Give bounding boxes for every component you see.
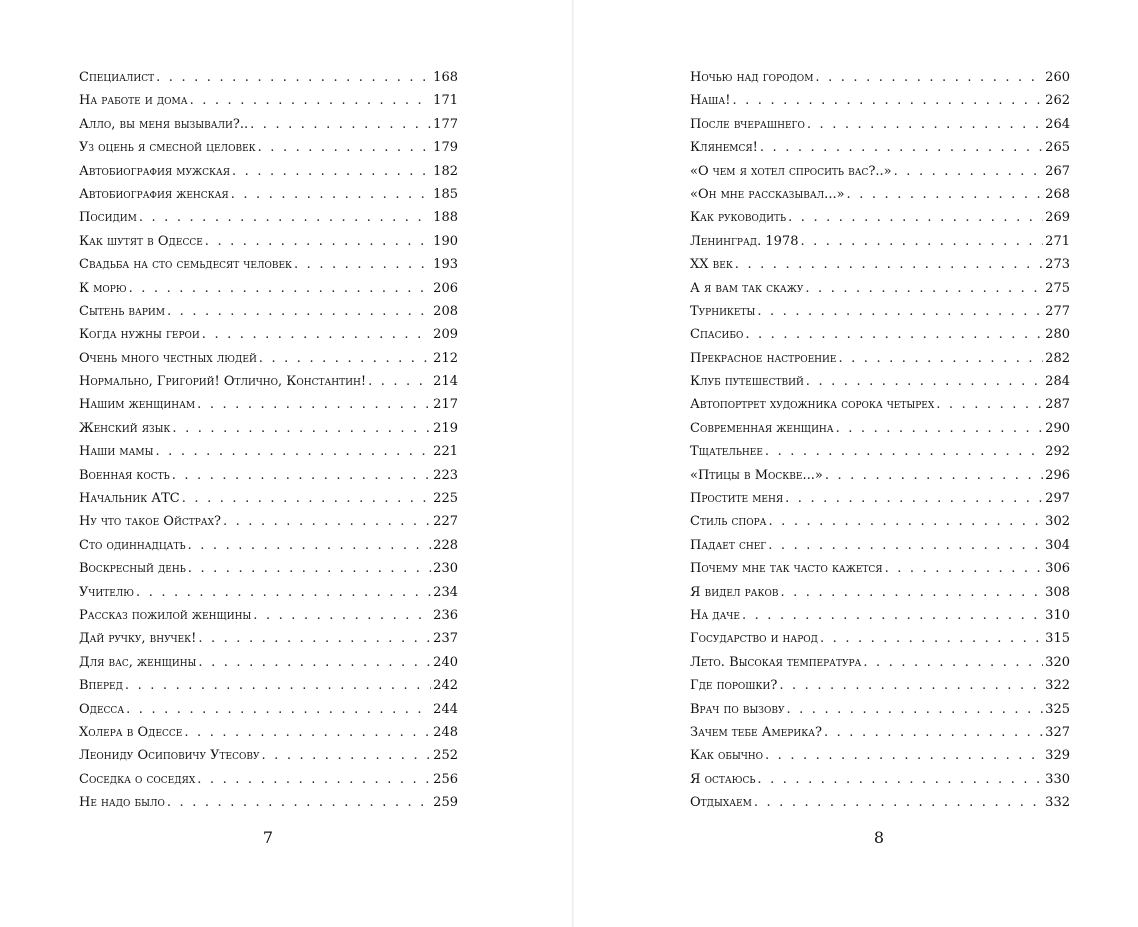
toc-entry [79, 183, 458, 206]
toc-entry [690, 674, 1070, 697]
toc-entry-page: 262 [1045, 93, 1070, 109]
toc-entry [690, 300, 1070, 323]
toc-entry-page: 223 [433, 467, 458, 483]
toc-entry-page: 190 [433, 233, 458, 249]
toc-entry [79, 230, 458, 253]
toc-entry [690, 370, 1070, 393]
toc-entry-page: 332 [1045, 795, 1070, 811]
toc-entry [79, 136, 458, 159]
toc-entry-page: 219 [433, 420, 458, 436]
dot-leader [735, 253, 1043, 276]
toc-entry-title: Холера в Одессе [79, 724, 183, 740]
toc-entry-title: Спасибо [690, 327, 744, 343]
toc-entry [690, 557, 1070, 580]
toc-entry [79, 557, 458, 580]
toc-entry [79, 721, 458, 744]
toc-entry-page: 185 [433, 186, 458, 202]
table-of-contents-right [690, 66, 1070, 815]
toc-entry [79, 791, 458, 814]
dot-leader [182, 487, 431, 510]
toc-entry-page: 234 [433, 584, 458, 600]
toc-entry [690, 230, 1070, 253]
dot-leader [785, 487, 1043, 510]
toc-entry-title: Рассказ пожилой женщины [79, 607, 252, 623]
toc-entry-page: 265 [1045, 140, 1070, 156]
dot-leader [824, 721, 1043, 744]
toc-entry-page: 240 [433, 654, 458, 670]
toc-entry-title: Наши мамы [79, 444, 154, 460]
toc-entry-page: 212 [433, 350, 458, 366]
toc-entry [690, 66, 1070, 89]
toc-entry-title: Зачем тебе Америка? [690, 724, 822, 740]
toc-entry-title: Простите меня [690, 491, 784, 507]
toc-entry-page: 302 [1045, 514, 1070, 530]
dot-leader [780, 581, 1043, 604]
dot-leader [261, 744, 431, 767]
toc-entry-page: 327 [1045, 724, 1070, 740]
dot-leader [732, 89, 1043, 112]
toc-entry-title: Одесса [79, 701, 125, 717]
dot-leader [198, 651, 431, 674]
toc-entry-page: 304 [1045, 537, 1070, 553]
toc-entry [690, 651, 1070, 674]
toc-entry-page: 308 [1045, 584, 1070, 600]
dot-leader [757, 300, 1043, 323]
toc-entry-page: 290 [1045, 420, 1070, 436]
dot-leader [156, 440, 432, 463]
dot-leader [820, 627, 1043, 650]
dot-leader [765, 440, 1043, 463]
toc-entry-page: 322 [1045, 678, 1070, 694]
toc-entry-title: Ну что такое Ойстрах? [79, 514, 221, 530]
toc-entry [79, 160, 458, 183]
toc-entry-title: «Птицы в Москве...» [690, 467, 823, 483]
dot-leader [253, 604, 431, 627]
toc-entry-title: Отдыхаем [690, 795, 752, 811]
toc-entry-title: Падает снег [690, 537, 767, 553]
toc-entry-page: 228 [433, 537, 458, 553]
dot-leader [188, 557, 431, 580]
toc-entry-title: Как шутят в Одессе [79, 233, 203, 249]
toc-entry [690, 183, 1070, 206]
dot-leader [197, 393, 431, 416]
toc-entry-title: Посидим [79, 210, 137, 226]
dot-leader [769, 510, 1044, 533]
toc-entry-page: 221 [433, 444, 458, 460]
toc-entry [690, 253, 1070, 276]
toc-entry [79, 487, 458, 510]
toc-entry-title: А я вам так скажу [690, 280, 804, 296]
dot-leader [894, 160, 1044, 183]
dot-leader [139, 206, 431, 229]
dot-leader [156, 66, 431, 89]
toc-entry-title: Для вас, женщины [79, 654, 197, 670]
dot-leader [172, 464, 431, 487]
dot-leader [188, 534, 432, 557]
toc-entry [79, 206, 458, 229]
toc-entry-page: 310 [1045, 607, 1070, 623]
dot-leader [258, 136, 432, 159]
toc-entry-title: Воскресный день [79, 561, 186, 577]
toc-entry [79, 440, 458, 463]
toc-entry-page: 227 [433, 514, 458, 530]
toc-entry-page: 287 [1045, 397, 1070, 413]
toc-entry-page: 208 [433, 303, 458, 319]
toc-entry-title: Сто одиннадцать [79, 537, 186, 553]
toc-entry-page: 214 [433, 374, 458, 390]
dot-leader [863, 651, 1043, 674]
toc-entry [79, 253, 458, 276]
dot-leader [742, 604, 1043, 627]
toc-entry-page: 267 [1045, 163, 1070, 179]
toc-entry-title: Почему мне так часто кажется [690, 561, 883, 577]
toc-entry-title: Турникеты [690, 303, 756, 319]
dot-leader [754, 791, 1043, 814]
dot-leader [223, 510, 431, 533]
toc-entry [79, 651, 458, 674]
toc-entry-title: Когда нужны герои [79, 327, 200, 343]
toc-entry-page: 244 [433, 701, 458, 717]
dot-leader [847, 183, 1044, 206]
toc-entry-page: 264 [1045, 116, 1070, 132]
toc-entry [79, 66, 458, 89]
toc-entry-page: 209 [433, 327, 458, 343]
toc-entry-page: 177 [433, 116, 458, 132]
toc-entry [690, 160, 1070, 183]
dot-leader [800, 230, 1043, 253]
dot-leader [779, 674, 1043, 697]
toc-entry-title: Прекрасное настроение [690, 350, 837, 366]
toc-entry-page: 260 [1045, 70, 1070, 85]
toc-entry [690, 768, 1070, 791]
toc-entry-page: 237 [433, 631, 458, 647]
dot-leader [760, 136, 1043, 159]
toc-entry-title: Ночью над городом [690, 70, 814, 85]
toc-entry-page: 315 [1045, 631, 1070, 647]
toc-entry-title: XX век [690, 257, 733, 273]
toc-entry-title: Автобиография женская [79, 186, 229, 202]
toc-entry [690, 627, 1070, 650]
toc-entry-title: На работе и дома [79, 93, 188, 109]
toc-entry-title: Современная женщина [690, 420, 834, 436]
toc-entry-page: 188 [433, 210, 458, 226]
toc-entry [79, 370, 458, 393]
toc-entry-title: Соседка о соседях [79, 771, 196, 787]
toc-entry-page: 259 [433, 795, 458, 811]
toc-entry [79, 581, 458, 604]
toc-entry [690, 744, 1070, 767]
toc-entry [690, 113, 1070, 136]
toc-entry-title: Наша! [690, 93, 731, 109]
toc-entry-page: 248 [433, 724, 458, 740]
toc-entry-title: Как обычно [690, 748, 764, 764]
toc-entry [79, 113, 458, 136]
dot-leader [232, 160, 431, 183]
toc-entry-page: 182 [433, 163, 458, 179]
dot-leader [136, 581, 431, 604]
toc-entry [690, 698, 1070, 721]
toc-entry-title: К морю [79, 280, 127, 296]
toc-entry-page: 269 [1045, 210, 1070, 226]
toc-entry [690, 464, 1070, 487]
toc-entry-page: 256 [433, 771, 458, 787]
table-of-contents-left [79, 66, 458, 815]
toc-entry-title: Автопортрет художника сорока четырех [690, 397, 935, 413]
dot-leader [768, 534, 1043, 557]
dot-leader [838, 347, 1043, 370]
toc-entry-page: 268 [1045, 186, 1070, 202]
toc-entry-page: 225 [433, 491, 458, 507]
toc-entry-title: Дай ручку, внучек! [79, 631, 197, 647]
toc-entry [79, 768, 458, 791]
toc-entry-title: Не надо было [79, 795, 165, 811]
dot-leader [936, 393, 1043, 416]
toc-entry-title: Клуб путешествий [690, 374, 804, 390]
toc-entry [79, 417, 458, 440]
toc-entry-title: На даче [690, 607, 740, 623]
toc-entry-page: 296 [1045, 467, 1070, 483]
dot-leader [129, 277, 432, 300]
toc-entry-title: Клянемся! [690, 140, 758, 156]
toc-entry-page: 230 [433, 561, 458, 577]
toc-entry-title: Государство и народ [690, 631, 818, 647]
toc-entry-title: Тщательнее [690, 444, 763, 460]
dot-leader [205, 230, 431, 253]
toc-entry-page: 329 [1045, 748, 1070, 764]
toc-entry [79, 347, 458, 370]
toc-entry-page: 271 [1045, 233, 1070, 249]
toc-entry [690, 393, 1070, 416]
toc-entry-title: Лето. Высокая температура [690, 654, 862, 670]
dot-leader [190, 89, 432, 112]
toc-entry-page: 330 [1045, 771, 1070, 787]
toc-entry-page: 297 [1045, 491, 1070, 507]
toc-entry [690, 721, 1070, 744]
toc-entry [79, 534, 458, 557]
toc-entry-title: Нормально, Григорий! Отлично, Константин! [79, 374, 367, 390]
toc-entry [690, 604, 1070, 627]
toc-entry-page: 252 [433, 748, 458, 764]
toc-entry-title: Вперед [79, 678, 123, 694]
right-page [574, 0, 1138, 927]
toc-entry-title: Ленинград. 1978 [690, 233, 799, 249]
toc-entry-page: 325 [1045, 701, 1070, 717]
toc-entry [690, 581, 1070, 604]
toc-entry-title: Нашим женщинам [79, 397, 196, 413]
toc-entry-title: Военная кость [79, 467, 170, 483]
dot-leader [184, 721, 431, 744]
toc-entry [690, 440, 1070, 463]
toc-entry-title: Я остаюсь [690, 771, 756, 787]
toc-entry-title: Как руководить [690, 210, 787, 226]
dot-leader [126, 698, 431, 721]
dot-leader [757, 768, 1043, 791]
toc-entry-page: 273 [1045, 257, 1070, 273]
toc-entry-page: 217 [433, 397, 458, 413]
toc-entry [79, 277, 458, 300]
dot-leader [836, 417, 1044, 440]
page-number-right: 8 [873, 828, 885, 847]
dot-leader [368, 370, 431, 393]
toc-entry-title: Очень много честных людей [79, 350, 257, 366]
toc-entry-page: 292 [1045, 444, 1070, 460]
toc-entry [690, 323, 1070, 346]
toc-entry-title: Свадьба на сто семьдесят человек [79, 257, 292, 273]
dot-leader [786, 698, 1043, 721]
toc-entry [690, 417, 1070, 440]
dot-leader [765, 744, 1043, 767]
dot-leader [825, 464, 1043, 487]
dot-leader [172, 417, 431, 440]
toc-entry [690, 89, 1070, 112]
toc-entry-title: Леониду Осиповичу Утесову [79, 748, 260, 764]
toc-entry [79, 604, 458, 627]
toc-entry [79, 744, 458, 767]
toc-entry-page: 275 [1045, 280, 1070, 296]
toc-entry-title: После вчерашнего [690, 116, 805, 132]
dot-leader [250, 113, 431, 136]
toc-entry [79, 627, 458, 650]
toc-entry-page: 171 [433, 93, 458, 109]
toc-entry-page: 179 [433, 140, 458, 156]
dot-leader [815, 66, 1043, 89]
page-number-left: 7 [262, 828, 274, 847]
toc-entry-page: 206 [433, 280, 458, 296]
dot-leader [806, 370, 1043, 393]
dot-leader [167, 300, 431, 323]
toc-entry-title: Начальник АТС [79, 491, 180, 507]
toc-entry-page: 282 [1045, 350, 1070, 366]
toc-entry-title: Автобиография мужская [79, 163, 230, 179]
toc-entry [690, 206, 1070, 229]
dot-leader [202, 323, 431, 346]
toc-entry [690, 791, 1070, 814]
toc-entry-title: Учителю [79, 584, 135, 600]
toc-entry [690, 347, 1070, 370]
dot-leader [294, 253, 431, 276]
dot-leader [198, 627, 431, 650]
toc-entry-page: 277 [1045, 303, 1070, 319]
toc-entry-title: Где порошки? [690, 678, 778, 694]
toc-entry [79, 464, 458, 487]
toc-entry-title: Стиль спора [690, 514, 767, 530]
toc-entry [690, 510, 1070, 533]
dot-leader [807, 113, 1043, 136]
toc-entry-title: «О чем я хотел спросить вас?..» [690, 163, 892, 179]
dot-leader [745, 323, 1043, 346]
dot-leader [788, 206, 1043, 229]
toc-entry [79, 89, 458, 112]
toc-entry [690, 487, 1070, 510]
dot-leader [167, 791, 431, 814]
dot-leader [885, 557, 1044, 580]
toc-entry-page: 284 [1045, 374, 1070, 390]
toc-entry-title: Специалист [79, 70, 155, 85]
toc-entry [690, 136, 1070, 159]
toc-entry-title: Женский язык [79, 420, 171, 436]
toc-entry-page: 320 [1045, 654, 1070, 670]
toc-entry [79, 393, 458, 416]
toc-entry-page: 280 [1045, 327, 1070, 343]
dot-leader [125, 674, 431, 697]
toc-entry-title: Я видел раков [690, 584, 779, 600]
toc-entry-title: «Он мне рассказывал...» [690, 186, 845, 202]
toc-entry-title: Сытень варим [79, 303, 165, 319]
toc-entry-title: Алло, вы меня вызывали?.. [79, 116, 249, 132]
dot-leader [805, 277, 1043, 300]
dot-leader [197, 768, 431, 791]
toc-entry [79, 674, 458, 697]
toc-entry-page: 306 [1045, 561, 1070, 577]
dot-leader [231, 183, 431, 206]
toc-entry [79, 300, 458, 323]
toc-entry-page: 168 [433, 70, 458, 85]
toc-entry-title: Врач по вызову [690, 701, 785, 717]
toc-entry [79, 698, 458, 721]
toc-entry [690, 534, 1070, 557]
toc-entry-title: Уз оцень я смесной целовек [79, 140, 256, 156]
dot-leader [259, 347, 431, 370]
toc-entry-page: 242 [433, 678, 458, 694]
toc-entry [690, 277, 1070, 300]
toc-entry [79, 510, 458, 533]
toc-entry [79, 323, 458, 346]
toc-entry-page: 236 [433, 607, 458, 623]
toc-entry-page: 193 [433, 257, 458, 273]
